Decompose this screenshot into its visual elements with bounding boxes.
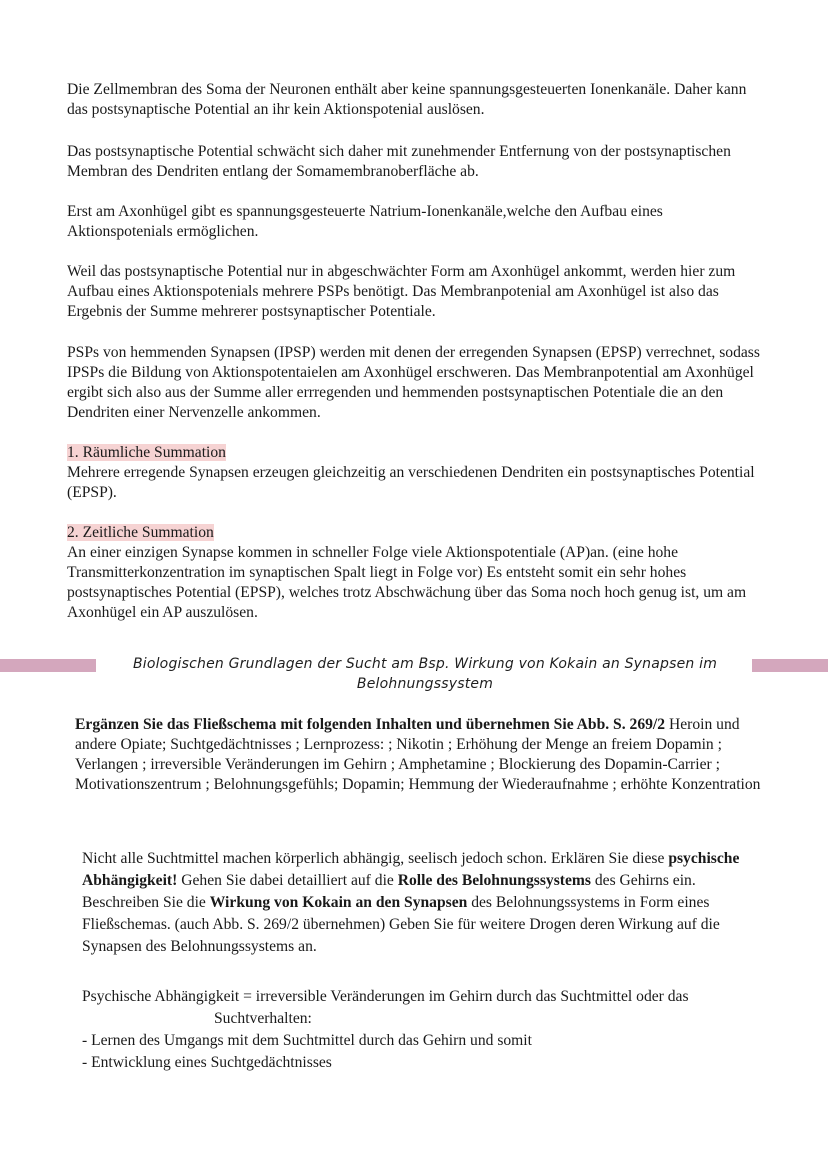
question-paragraph: [82, 848, 772, 958]
section-divider-left: [0, 659, 96, 672]
question-text-2: Gehen Sie dabei detailliert auf die: [177, 872, 398, 889]
section-title: [100, 654, 750, 694]
temporal-summation: [67, 523, 767, 623]
answer-line-2: Suchtverhalten:: [214, 1010, 312, 1027]
paragraph-ipsp-epsp: PSPs von hemmenden Synapsen (IPSP) werden mit denen der erregenden Synapsen (EPSP) verrechnet, sodass IPSPs die Bildung von Aktionspotentaielen am Axonhügel erschweren. Das Membranpotential am Axonhügel ergibt sich also aus der Summe aller errregenden und hemmenden postsynaptischen Potentiale die an den Dendriten einer Nervenzelle ankommen.: [67, 344, 760, 421]
question-bold-3: Wirkung von Kokain an den Synapsen: [209, 894, 468, 911]
paragraph-psp-weakening: Das postsynaptische Potential schwächt sich daher mit zunehmender Entfernung von der postsynaptischen Membran des Dendriten entlang der Somamembranoberfläche ab.: [67, 143, 731, 180]
task-instructions-list: Heroin und andere Opiate; Suchtgedächtnisses ; Lernprozess: ; Nikotin ; Erhöhung der Menge an freiem Dopamin ; Verlangen ; irreversible Veränderungen im Gehirn ; Amphetamine ; Blockierung des Dopamin-Carrier ; Motivationszentrum ; Belohnungsgefühls; Dopamin; Hemmung der Wiederaufnahme ; erhöhte Konzentration: [75, 716, 761, 793]
section-title-line2: Belohnungssystem: [356, 676, 494, 692]
section-title-line1: Biologischen Grundlagen der Sucht am Bsp. Wirkung von Kokain an Synapsen im: [132, 656, 718, 672]
paragraph-axon-hillock: Erst am Axonhügel gibt es spannungsgesteuerte Natrium-Ionenkanäle,welche den Aufbau eines Aktionspotenials ermöglichen.: [67, 203, 663, 240]
temporal-summation-heading: 2. Zeitliche Summation: [67, 524, 214, 541]
question-text-1: Nicht alle Suchtmittel machen körperlich abhängig, seelisch jedoch schon. Erklären Sie diese: [82, 850, 669, 867]
section-divider-right: [752, 659, 828, 672]
paragraph-multiple-psps: Weil das postsynaptische Potential nur in abgeschwächter Form am Axonhügel ankommt, werden hier zum Aufbau eines Aktionspotenials mehrere PSPs benötigt. Das Membranpotenial am Axonhügel ist also das Ergebnis der Summe mehrerer postsynaptischer Potentiale.: [67, 263, 736, 320]
paragraph-soma-membrane: Die Zellmembran des Soma der Neuronen enthält aber keine spannungsgesteuerten Ionenkanäle. Daher kann das postsynaptische Potential an ihr kein Aktionspotenial auslösen.: [67, 81, 747, 118]
question-bold-1: psychische Abhängigkeit!: [82, 850, 740, 889]
answer-line-1: Psychische Abhängigkeit = irreversible Veränderungen im Gehirn durch das Suchtmittel oder das: [82, 988, 689, 1005]
question-bold-2: Rolle des Belohnungssystems: [397, 872, 591, 889]
temporal-summation-text: An einer einzigen Synapse kommen in schneller Folge viele Aktionspotentiale (AP)an. (eine hohe Transmitterkonzentration im synaptischen Spalt liegt in Folge vor) Es entsteht somit ein sehr hohes postsynaptisches Potential (EPSP), welches trotz Abschwächung über das Soma noch hoch genug ist, um am Axonhügel ein AP auszulösen.: [67, 544, 747, 621]
question-text-3: des Gehirns ein. Beschreiben Sie die: [82, 872, 696, 911]
question-text-4: des Belohnungssystems in Form eines Fließschemas. (auch Abb. S. 269/2 übernehmen) Geben Sie für weitere Drogen deren Wirkung auf die Synapsen des Belohnungssystems an.: [82, 894, 720, 955]
answer-item-1: - Lernen des Umgangs mit dem Suchtmittel durch das Gehirn und somit: [82, 1032, 532, 1049]
spatial-summation: [67, 443, 767, 503]
task-instructions-bold: Ergänzen Sie das Fließschema mit folgenden Inhalten und übernehmen Sie Abb. S. 269/2: [75, 716, 666, 733]
answer-block: [82, 986, 772, 1074]
spatial-summation-text: Mehrere erregende Synapsen erzeugen gleichzeitig an verschiedenen Dendriten ein postsynaptisches Potential (EPSP).: [67, 464, 755, 501]
task-instructions: [75, 715, 765, 795]
answer-item-2: - Entwicklung eines Suchtgedächtnisses: [82, 1054, 332, 1071]
spatial-summation-heading: 1. Räumliche Summation: [67, 444, 226, 461]
